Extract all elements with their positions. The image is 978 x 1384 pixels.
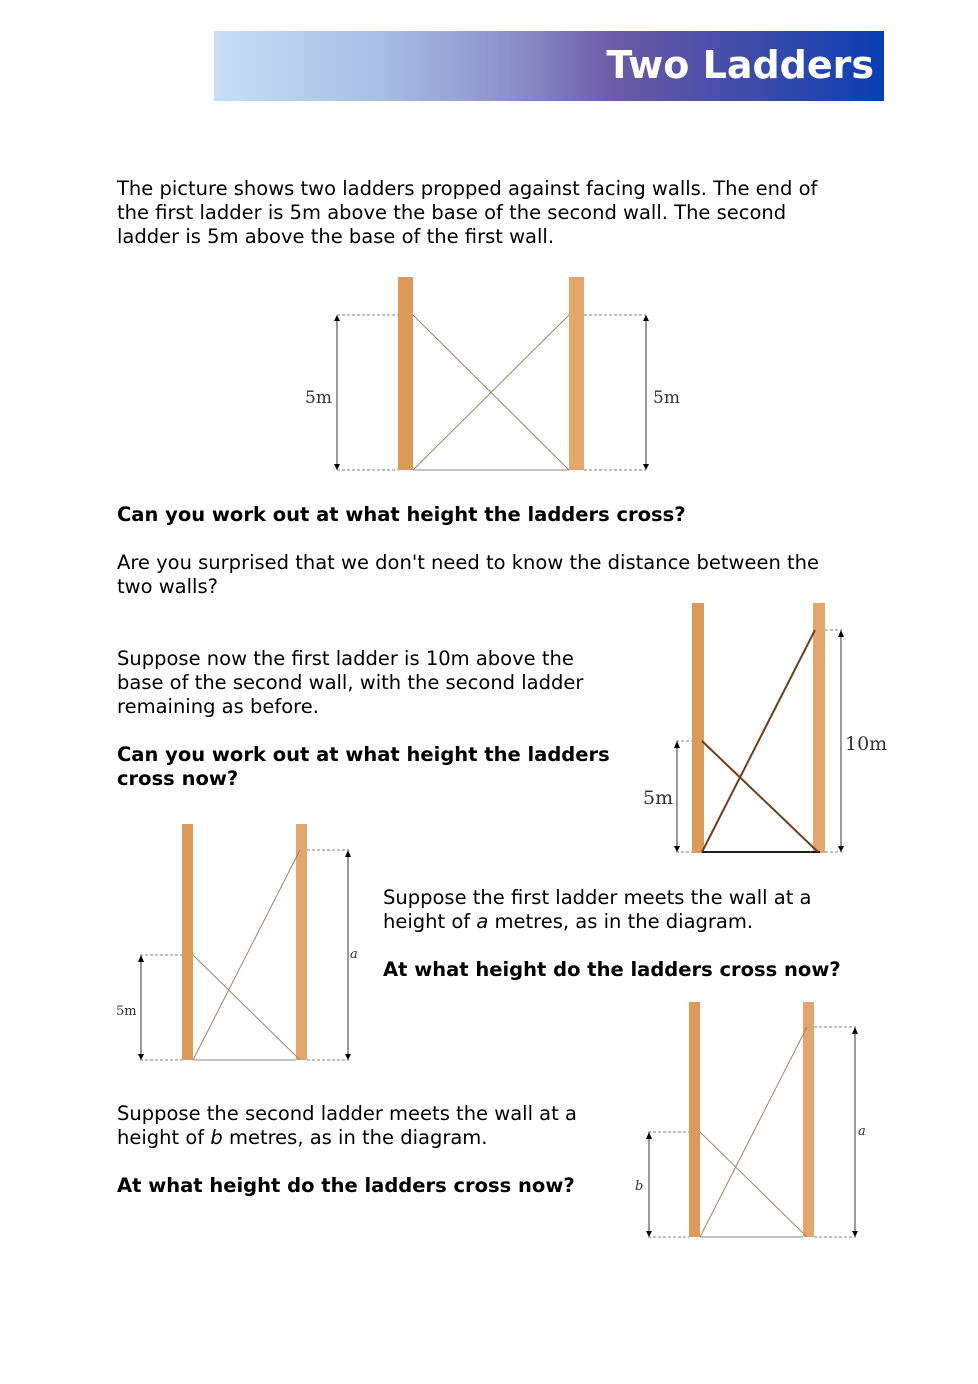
left-height-label: b xyxy=(635,1179,644,1194)
left-wall xyxy=(398,277,413,470)
right-height-label: 10m xyxy=(845,733,888,755)
right-wall xyxy=(296,824,307,1060)
question-2: Can you work out at what height the ladders cross now? xyxy=(117,743,610,790)
right-height-label: a xyxy=(350,947,358,962)
left-height-label: 5m xyxy=(116,1004,137,1019)
part3-paragraph: Suppose the first ladder meets the wall at a height of a metres, as in the diagram. xyxy=(383,886,812,933)
diagram-equal-ladders xyxy=(300,275,690,475)
question-4: At what height do the ladders cross now? xyxy=(117,1174,575,1197)
ladder-one xyxy=(702,630,815,852)
diagram-heights-a-b xyxy=(620,1000,880,1245)
question-3: At what height do the ladders cross now? xyxy=(383,958,841,981)
left-wall xyxy=(689,1002,700,1237)
right-height-label: 5m xyxy=(653,388,680,408)
note-paragraph: Are you surprised that we don't need to know the distance between the two walls? xyxy=(117,551,820,598)
ladder-two xyxy=(193,955,300,1060)
ladder-one xyxy=(193,850,300,1060)
part2-paragraph: Suppose now the first ladder is 10m above the base of the second wall, with the second ladder remaining as before. xyxy=(117,647,584,718)
right-height-label: a xyxy=(858,1124,866,1139)
page-title: Two Ladders xyxy=(606,43,874,87)
left-wall xyxy=(182,824,193,1060)
variable-b: b xyxy=(210,1126,223,1149)
question-1: Can you work out at what height the ladders cross? xyxy=(117,503,686,526)
left-wall xyxy=(692,603,704,853)
right-wall xyxy=(813,603,825,853)
left-height-label: 5m xyxy=(305,388,332,408)
left-height-label: 5m xyxy=(643,787,674,809)
ladder-two xyxy=(700,1132,807,1237)
diagram-height-a xyxy=(110,822,370,1067)
part4-paragraph: Suppose the second ladder meets the wall at a height of b metres, as in the diagram. xyxy=(117,1102,577,1149)
ladder-two xyxy=(702,741,818,852)
intro-paragraph: The picture shows two ladders propped against facing walls. The end of the first ladder is 5m above the base of the second wall. The second ladder is 5m above the base of the first wall. xyxy=(117,177,818,248)
variable-a: a xyxy=(476,910,489,933)
right-wall xyxy=(803,1002,814,1237)
title-banner xyxy=(214,31,884,101)
right-wall xyxy=(569,277,584,470)
ladder-one xyxy=(700,1027,807,1237)
diagram-10m-ladder xyxy=(640,602,900,857)
